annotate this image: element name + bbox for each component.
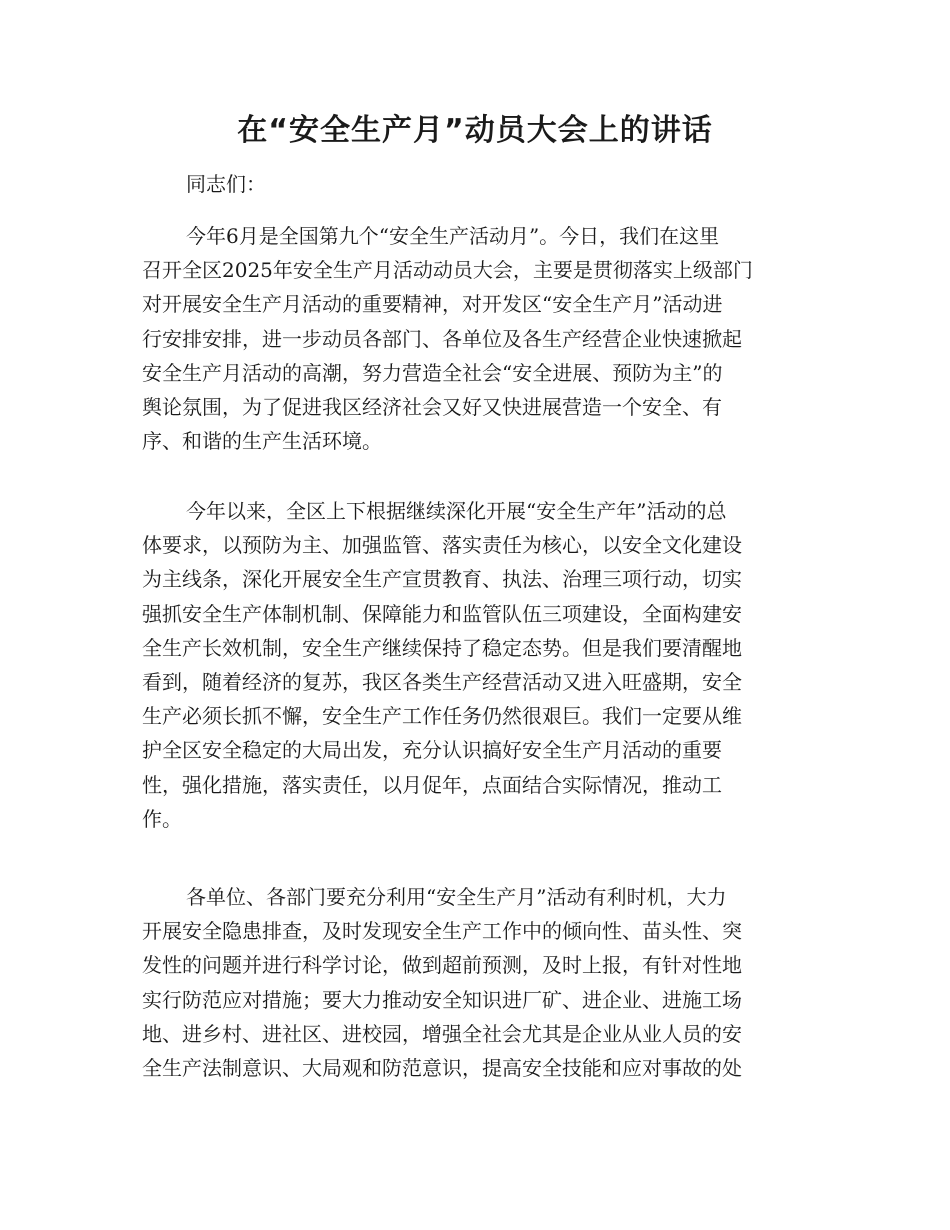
paragraph-line: 召开全区2025年安全生产月活动动员大会，主要是贯彻落实上级部门 xyxy=(142,258,753,283)
paragraph-line: 开展安全隐患排查，及时发现安全生产工作中的倾向性、苗头性、突 xyxy=(142,919,742,944)
salutation: 同志们： xyxy=(186,172,266,196)
paragraph-line: 体要求，以预防为主、加强监管、落实责任为核心，以安全文化建设 xyxy=(142,533,742,558)
paragraph-line: 序、和谐的生产生活环境。 xyxy=(142,429,382,454)
paragraph-line: 各单位、各部门要充分利用“安全生产月”活动有利时机，大力 xyxy=(186,885,727,909)
paragraph-line: 今年以来，全区上下根据继续深化开展“安全生产年”活动的总 xyxy=(186,499,727,523)
paragraph-line: 生产必须长抓不懈，安全生产工作任务仍然很艰巨。我们一定要从维 xyxy=(142,704,742,729)
paragraph-line: 看到，随着经济的复苏，我区各类生产经营活动又进入旺盛期，安全 xyxy=(142,670,742,695)
paragraph-line: 地、进乡村、进社区、进校园，增强全社会尤其是企业从业人员的安 xyxy=(142,1021,742,1046)
paragraph-line: 发性的问题并进行科学讨论，做到超前预测，及时上报，有针对性地 xyxy=(142,953,742,978)
paragraph-line: 今年6月是全国第九个“安全生产活动月”。今日，我们在这里 xyxy=(186,224,720,248)
paragraph-line: 作。 xyxy=(142,806,182,831)
paragraph-3 xyxy=(142,880,806,1085)
paragraph-line: 护全区安全稳定的大局出发，充分认识搞好安全生产月活动的重要 xyxy=(142,738,722,763)
paragraph-1 xyxy=(142,219,806,458)
paragraph-line: 为主线条，深化开展安全生产宣贯教育、执法、治理三项行动，切实 xyxy=(142,567,742,592)
paragraph-line: 实行防范应对措施；要大力推动安全知识进厂矿、进企业、进施工场 xyxy=(142,987,742,1012)
document-title: 在“安全生产月”动员大会上的讲话 xyxy=(237,113,713,148)
paragraph-line: 对开展安全生产月活动的重要精神，对开发区“安全生产月”活动进 xyxy=(142,292,723,317)
paragraph-line: 全生产法制意识、大局观和防范意识，提高安全技能和应对事故的处 xyxy=(142,1056,742,1081)
paragraph-line: 强抓安全生产体制机制、保障能力和监管队伍三项建设，全面构建安 xyxy=(142,601,742,626)
paragraph-line: 全生产长效机制，安全生产继续保持了稳定态势。但是我们要清醒地 xyxy=(142,635,742,660)
paragraph-line: 行安排安排，进一步动员各部门、各单位及各生产经营企业快速掀起 xyxy=(142,326,742,351)
paragraph-line: 性，强化措施，落实责任，以月促年，点面结合实际情况，推动工 xyxy=(142,772,722,797)
paragraph-line: 舆论氛围，为了促进我区经济社会又好又快进展营造一个安全、有 xyxy=(142,395,722,420)
paragraph-2 xyxy=(142,494,806,836)
paragraph-line: 安全生产月活动的高潮，努力营造全社会“安全进展、预防为主”的 xyxy=(142,360,723,385)
